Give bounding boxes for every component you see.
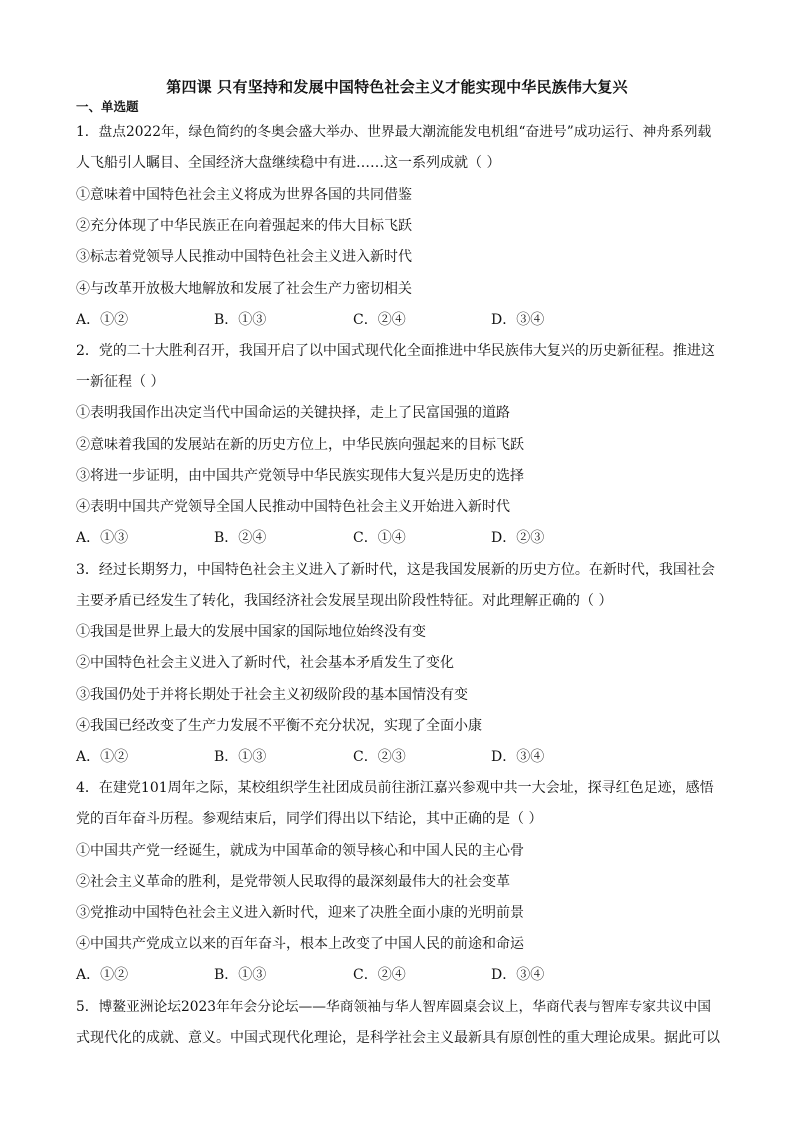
question-1-option-b: B．①③	[214, 312, 267, 328]
question-3-option-b: B．①③	[214, 749, 267, 765]
question-1-stem-line-2: 人飞船引人瞩目、全国经济大盘继续稳中有进……这一系列成就（ ）	[76, 155, 501, 171]
question-3-stem-line-2: 主要矛盾已经发生了转化，我国经济社会发展呈现出阶段性特征。对此理解正确的（ ）	[76, 593, 613, 609]
question-2-statement-2: ②意味着我国的发展站在新的历史方位上，中华民族向强起来的目标飞跃	[76, 437, 524, 453]
question-1-statement-1: ①意味着中国特色社会主义将成为世界各国的共同借鉴	[76, 187, 412, 203]
question-4-statement-2: ②社会主义革命的胜利，是党带领人民取得的最深刻最伟大的社会变革	[76, 874, 510, 890]
question-1-stem-line-1: 1．盘点2022年，绿色简约的冬奥会盛大举办、世界最大潮流能发电机组“奋进号”成功运行、神舟系列载	[76, 124, 712, 140]
question-2-option-a: A．①③	[76, 530, 129, 546]
question-1-options	[76, 311, 722, 329]
question-3-statement-2: ②中国特色社会主义进入了新时代，社会基本矛盾发生了变化	[76, 655, 454, 671]
question-2-statement-1: ①表明我国作出决定当代中国命运的关键抉择，走上了民富国强的道路	[76, 405, 510, 421]
question-1-statement-2: ②充分体现了中华民族正在向着强起来的伟大目标飞跃	[76, 218, 412, 234]
question-1-option-d: D．③④	[491, 312, 545, 328]
question-2-statement-3: ③将进一步证明，由中国共产党领导中华民族实现伟大复兴是历史的选择	[76, 468, 524, 484]
question-3-statement-3: ③我国仍处于并将长期处于社会主义初级阶段的基本国情没有变	[76, 687, 468, 703]
question-4-statement-1: ①中国共产党一经诞生，就成为中国革命的领导核心和中国人民的主心骨	[76, 843, 524, 859]
question-2-option-b: B．②④	[214, 530, 267, 546]
question-4-option-b: B．①③	[214, 967, 267, 983]
question-3-option-a: A．①②	[76, 749, 129, 765]
question-3-statement-1: ①我国是世界上最大的发展中国家的国际地位始终没有变	[76, 624, 426, 640]
question-3-option-c: C．②③	[353, 749, 406, 765]
question-4-statement-3: ③党推动中国特色社会主义进入新时代，迎来了决胜全面小康的光明前景	[76, 905, 524, 921]
question-2-stem-line-2: 一新征程（ ）	[76, 374, 165, 390]
question-1-statement-3: ③标志着党领导人民推动中国特色社会主义进入新时代	[76, 249, 412, 265]
question-1-option-c: C．②④	[353, 312, 406, 328]
question-2-stem-line-1: 2．党的二十大胜利召开，我国开启了以中国式现代化全面推进中华民族伟大复兴的历史新征程。推进这	[76, 343, 715, 359]
page-title: 第四课 只有坚持和发展中国特色社会主义才能实现中华民族伟大复兴	[166, 78, 628, 96]
question-4-options	[76, 966, 722, 984]
question-1-statement-4: ④与改革开放极大地解放和发展了社会生产力密切相关	[76, 281, 412, 297]
question-4-stem-line-2: 党的百年奋斗历程。参观结束后，同学们得出以下结论，其中正确的是（ ）	[76, 811, 543, 827]
question-4-option-a: A．①②	[76, 967, 129, 983]
question-2-options	[76, 529, 722, 547]
question-2-option-c: C．①④	[353, 530, 406, 546]
question-2-option-d: D．②③	[491, 530, 545, 546]
question-5-stem-line-1: 5．博鳌亚洲论坛2023年年会分论坛——华商领袖与华人智库圆桌会议上，华商代表与智库专家共议中国	[76, 999, 711, 1015]
question-3-statement-4: ④我国已经改变了生产力发展不平衡不充分状况，实现了全面小康	[76, 718, 482, 734]
question-5-stem-line-2: 式现代化的成就、意义。中国式现代化理论，是科学社会主义最新具有原创性的重大理论成果。据此可以	[76, 1030, 720, 1046]
question-1-option-a: A．①②	[76, 312, 129, 328]
section-heading: 一、单选题	[76, 99, 139, 114]
question-3-options	[76, 748, 722, 766]
question-4-stem-line-1: 4．在建党101周年之际，某校组织学生社团成员前往浙江嘉兴参观中共一大会址，探寻红色足迹，感悟	[76, 780, 714, 796]
question-3-stem-line-1: 3．经过长期努力，中国特色社会主义进入了新时代，这是我国发展新的历史方位。在新时代，我国社会	[76, 562, 715, 578]
question-4-option-c: C．②④	[353, 967, 406, 983]
question-3-option-d: D．③④	[491, 749, 545, 765]
question-2-statement-4: ④表明中国共产党领导全国人民推动中国特色社会主义开始进入新时代	[76, 499, 510, 515]
question-4-option-d: D．③④	[491, 967, 545, 983]
question-4-statement-4: ④中国共产党成立以来的百年奋斗，根本上改变了中国人民的前途和命运	[76, 936, 524, 952]
